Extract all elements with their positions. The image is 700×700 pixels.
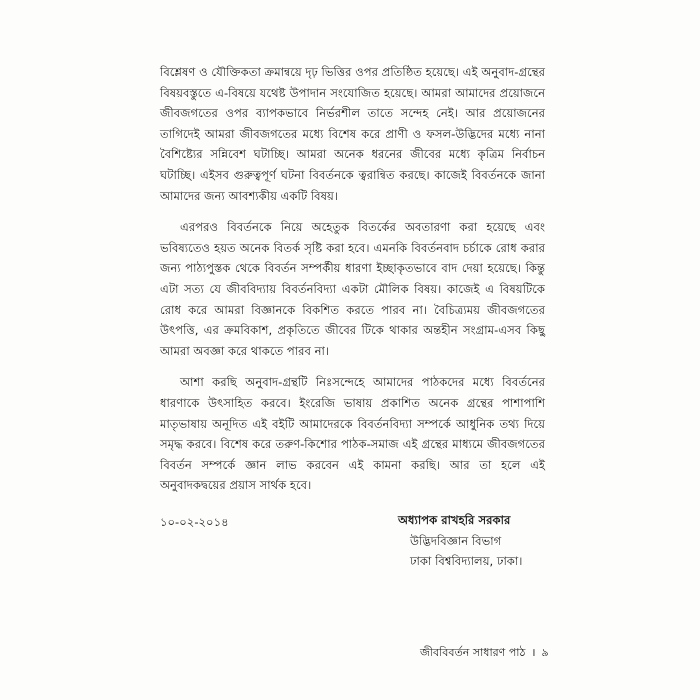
body-text — [160, 62, 545, 496]
signature-block — [398, 510, 523, 572]
footer-separator: । — [531, 646, 536, 659]
signatory-name: অধ্যাপক রাখহরি সরকার — [398, 513, 511, 527]
paragraph-1: বিশ্লেষণ ও যৌক্তিকতা ক্রমান্বয়ে দৃঢ় ভিত্তির ওপর প্রতিষ্ঠিত হয়েছে। এই অনুবাদ-গ্রন্থের বিষয়বস্তুতে এ-বিষয়ে যথেষ্ট উপাদান সংযোজিত হয়েছে। আমরা আমাদের প্রয়োজনে জীবজগতের ওপর ব্যাপকভাবে নির্ভরশীল তাতে সন্দেহ নেই। আর প্রয়োজনের তাগিদেই আমরা জীবজগতের মধ্যে বিশেষ করে প্রাণী ও ফসল-উদ্ভিদের মধ্যে নানা বৈশিষ্ট্যের সন্নিবেশ ঘটাচ্ছি। আমরা অনেক ধরনের জীবের মধ্যে কৃত্রিম নির্বাচন ঘটাচ্ছি। এইসব গুরুত্বপূর্ণ ঘটনা বিবর্তনকে ত্বরান্বিত করছে। কাজেই বিবর্তনকে জানা আমাদের জন্য আবশ্যকীয় একটি বিষয়। — [160, 65, 545, 203]
signature-date: ১০-০২-২০১৪ — [160, 515, 229, 529]
page-footer — [420, 645, 570, 661]
signatory-institution: ঢাকা বিশ্ববিদ্যালয়, ঢাকা। — [410, 554, 523, 568]
signatory-department: উদ্ভিদবিজ্ঞান বিভাগ — [410, 533, 502, 548]
paragraph-2: এরপরও বিবর্তনকে নিয়ে অহেতুক বিতর্কের অবতারণা করা হয়েছে এবং ভবিষ্যতেও হয়ত অনেক বিতর্ক সৃষ্টি করা হবে। এমনকি বিবর্তনবাদ চর্চাকে রোধ করার জন্য পাঠ্যপুস্তক থেকে বিবর্তন সম্পর্কীয় ধারণা ইচ্ছাকৃতভাবে বাদ দেয়া হয়েছে। কিন্তু এটা সত্য যে জীববিদ্যায় বিবর্তনবিদ্যা একটা মৌলিক বিষয়। কাজেই এ বিষয়টিকে রোধ করে আমরা বিজ্ঞানকে বিকশিত করতে পারব না। বৈচিত্র্যময় জীবজগতের উৎপত্তি, এর ক্রমবিকাশ, প্রকৃতিতে জীবের টিকে থাকার অন্তহীন সংগ্রাম-এসব কিছু আমরা অবজ্ঞা করে থাকতে পারব না। — [160, 220, 545, 358]
page-number: ৯ — [541, 646, 549, 659]
running-title: জীববিবর্তন সাধারণ পাঠ — [420, 646, 526, 659]
paragraph-3: আশা করছি অনুবাদ-গ্রন্থটি নিঃসন্দেহে আমাদের পাঠকদের মধ্যে বিবর্তনের ধারণাকে উৎসাহিত করবে। ইংরেজি ভাষায় প্রকাশিত অনেক গ্রন্থের পাশাপাশি মাতৃভাষায় অনূদিত এই বইটি আমাদেরকে বিবর্তনবিদ্যা সম্পর্কে আধুনিক তথ্য দিয়ে সমৃদ্ধ করবে। বিশেষ করে তরুণ-কিশোর পাঠক-সমাজ এই গ্রন্থের মাধ্যমে জীবজগতের বিবর্তন সম্পর্কে জ্ঞান লাভ করবেন এই কামনা করছি। আর তা হলে এই অনুবাদকদ্বয়ের প্রয়াস সার্থক হবে। — [160, 375, 545, 493]
